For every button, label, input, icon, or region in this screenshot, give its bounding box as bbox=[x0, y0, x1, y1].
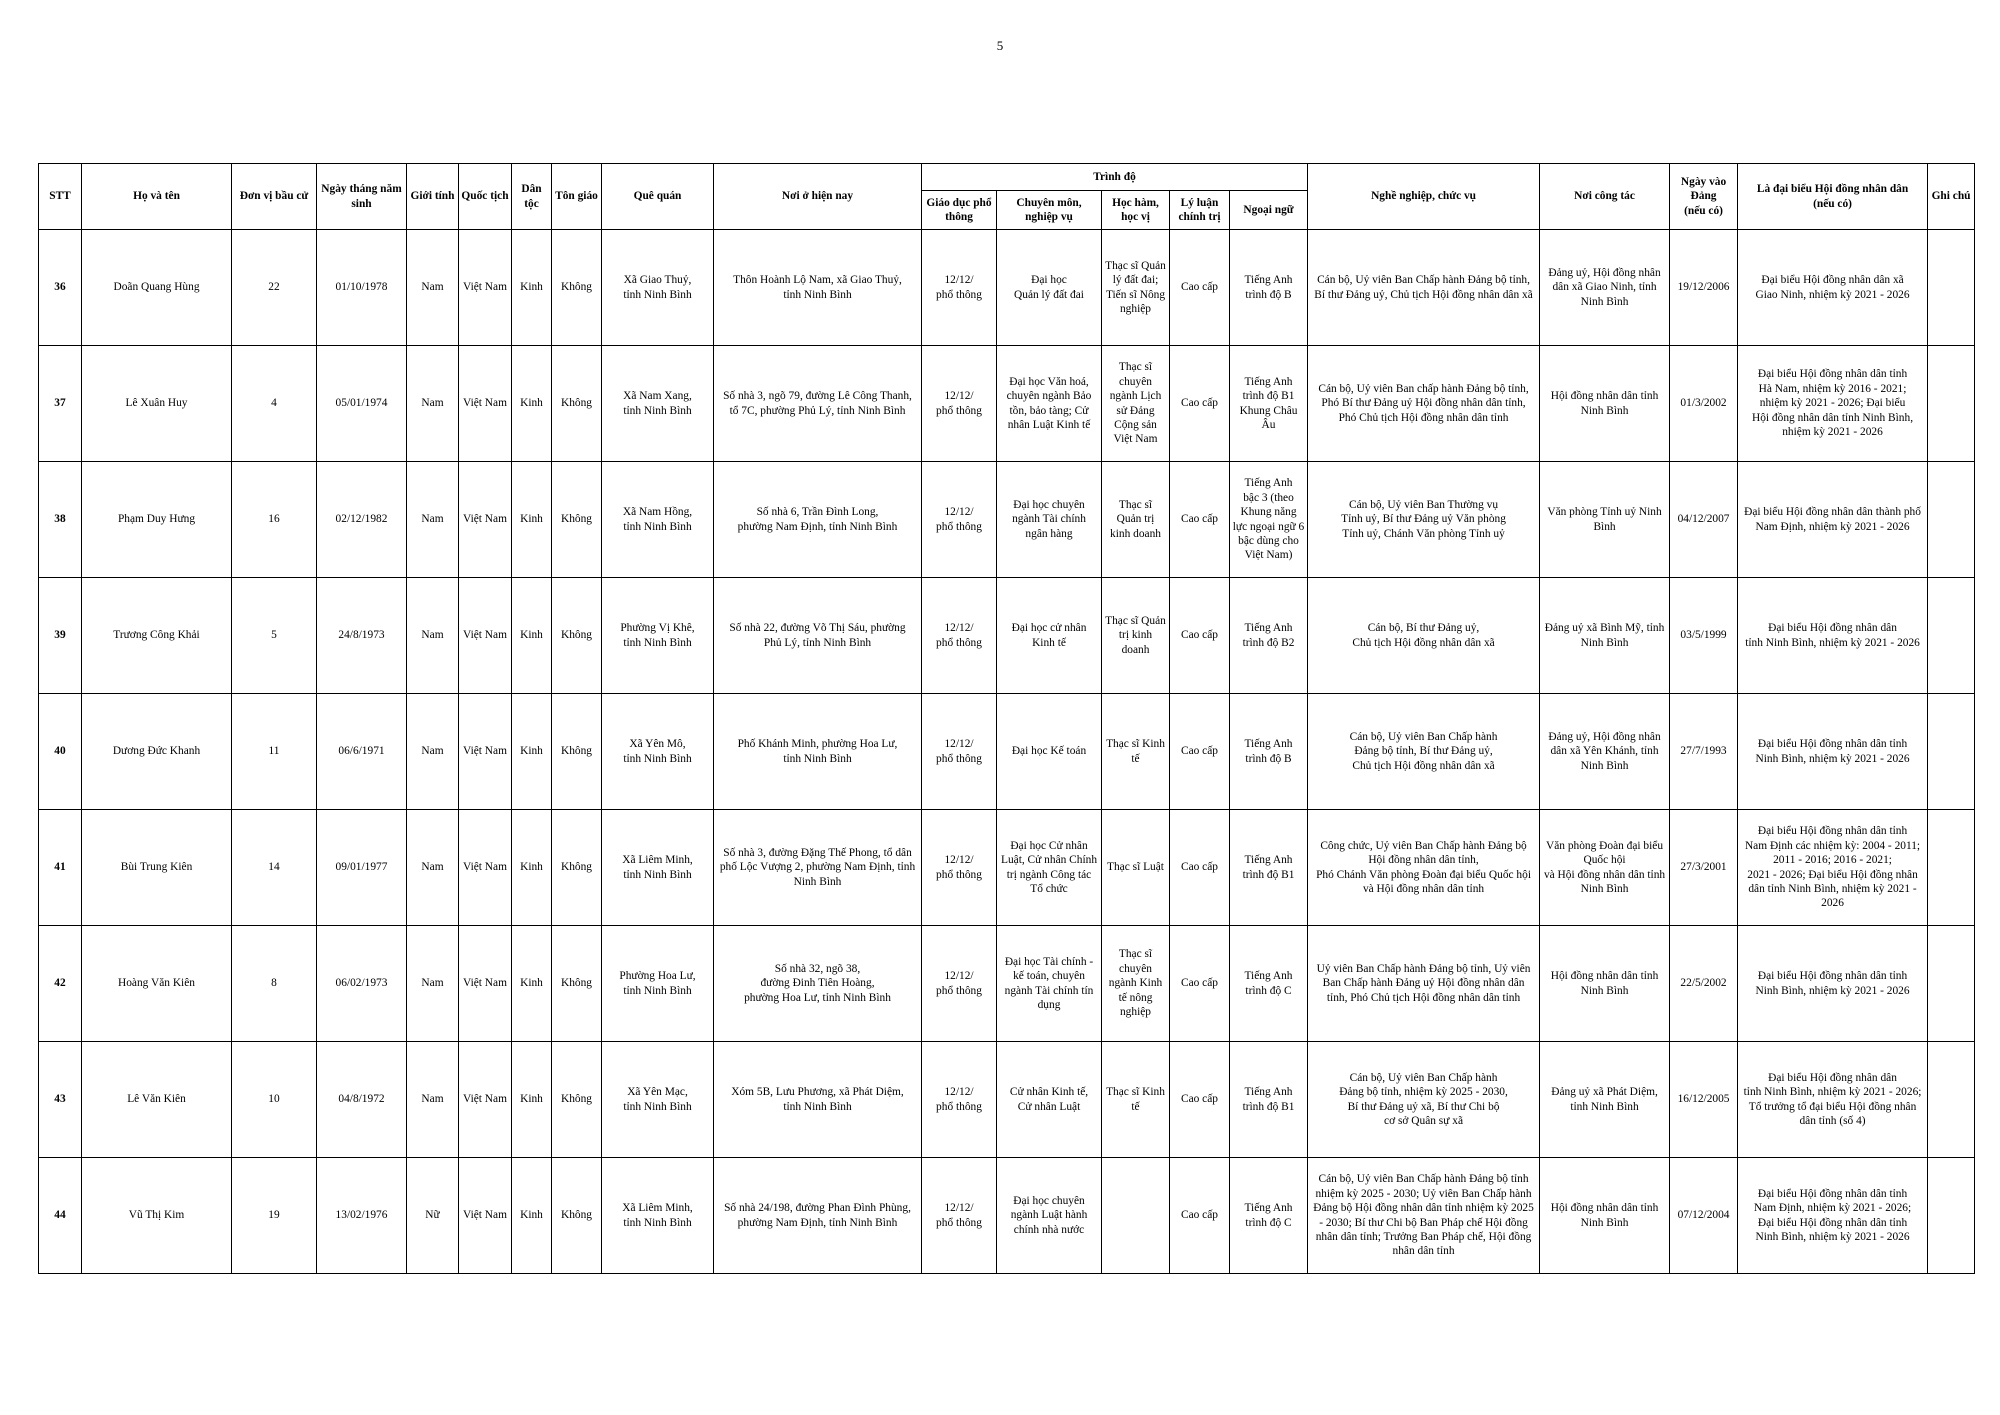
cell-residence: Số nhà 3, đường Đặng Thế Phong, tổ dân phố Lộc Vượng 2, phường Nam Định, tỉnh Ninh Bình bbox=[714, 810, 922, 926]
cell-occupation: Cán bộ, Uỷ viên Ban Thường vụ Tỉnh uỷ, Bí thư Đảng uỷ Văn phòng Tỉnh uỷ, Chánh Văn phòng Tỉnh uỷ bbox=[1308, 462, 1540, 578]
cell-religion: Không bbox=[552, 1042, 602, 1158]
header-hometown: Quê quán bbox=[602, 164, 714, 230]
cell-specialty: Đại học chuyên ngành Luật hành chính nhà nước bbox=[997, 1158, 1102, 1274]
cell-stt: 40 bbox=[39, 694, 82, 810]
cell-degree bbox=[1102, 1158, 1170, 1274]
cell-general-education: 12/12/ phổ thông bbox=[922, 926, 997, 1042]
cell-degree: Thạc sĩ Kinh tế bbox=[1102, 694, 1170, 810]
cell-name: Bùi Trung Kiên bbox=[82, 810, 232, 926]
cell-unit: 22 bbox=[232, 230, 317, 346]
cell-nationality: Việt Nam bbox=[459, 694, 512, 810]
cell-delegate: Đại biểu Hội đồng nhân dân tỉnh Ninh Bình, nhiệm kỳ 2021 - 2026 bbox=[1738, 578, 1928, 694]
header-party-date: Ngày vào Đảng (nếu có) bbox=[1670, 164, 1738, 230]
cell-ethnicity: Kinh bbox=[512, 346, 552, 462]
cell-nationality: Việt Nam bbox=[459, 926, 512, 1042]
cell-notes bbox=[1928, 1042, 1975, 1158]
cell-residence: Số nhà 24/198, đường Phan Đình Phùng, phường Nam Định, tỉnh Ninh Bình bbox=[714, 1158, 922, 1274]
header-general-education: Giáo dục phổ thông bbox=[922, 191, 997, 230]
cell-residence: Xóm 5B, Lưu Phương, xã Phát Diệm, tỉnh Ninh Bình bbox=[714, 1042, 922, 1158]
header-residence: Nơi ở hiện nay bbox=[714, 164, 922, 230]
cell-workplace: Văn phòng Đoàn đại biểu Quốc hội và Hội đồng nhân dân tỉnh Ninh Bình bbox=[1540, 810, 1670, 926]
cell-delegate: Đại biểu Hội đồng nhân dân tỉnh Nam Định các nhiệm kỳ: 2004 - 2011; 2011 - 2016; 2016 - 2021; 2021 - 2026; Đại biểu Hội đồng nhân dân tỉnh Ninh Bình, nhiệm kỳ 2021 - 2026 bbox=[1738, 810, 1928, 926]
cell-gender: Nam bbox=[407, 462, 459, 578]
cell-name: Lê Văn Kiên bbox=[82, 1042, 232, 1158]
cell-degree: Thạc sĩ Kinh tế bbox=[1102, 1042, 1170, 1158]
cell-general-education: 12/12/ phổ thông bbox=[922, 694, 997, 810]
cell-nationality: Việt Nam bbox=[459, 346, 512, 462]
cell-party-date: 07/12/2004 bbox=[1670, 1158, 1738, 1274]
cell-language: Tiếng Anh trình độ B1 Khung Châu Âu bbox=[1230, 346, 1308, 462]
cell-language: Tiếng Anh trình độ B1 bbox=[1230, 810, 1308, 926]
cell-dob: 24/8/1973 bbox=[317, 578, 407, 694]
cell-political: Cao cấp bbox=[1170, 578, 1230, 694]
header-language: Ngoại ngữ bbox=[1230, 191, 1308, 230]
cell-party-date: 27/7/1993 bbox=[1670, 694, 1738, 810]
cell-political: Cao cấp bbox=[1170, 230, 1230, 346]
cell-delegate: Đại biểu Hội đồng nhân dân tỉnh Ninh Bình, nhiệm kỳ 2021 - 2026; Tổ trưởng tổ đại biểu Hội đồng nhân dân tỉnh (số 4) bbox=[1738, 1042, 1928, 1158]
cell-party-date: 19/12/2006 bbox=[1670, 230, 1738, 346]
cell-unit: 19 bbox=[232, 1158, 317, 1274]
cell-name: Phạm Duy Hưng bbox=[82, 462, 232, 578]
cell-notes bbox=[1928, 578, 1975, 694]
header-name: Họ và tên bbox=[82, 164, 232, 230]
cell-language: Tiếng Anh trình độ B2 bbox=[1230, 578, 1308, 694]
cell-hometown: Phường Hoa Lư, tỉnh Ninh Bình bbox=[602, 926, 714, 1042]
cell-gender: Nam bbox=[407, 578, 459, 694]
cell-political: Cao cấp bbox=[1170, 694, 1230, 810]
cell-stt: 39 bbox=[39, 578, 82, 694]
cell-residence: Số nhà 22, đường Võ Thị Sáu, phường Phủ Lý, tỉnh Ninh Bình bbox=[714, 578, 922, 694]
cell-residence: Phố Khánh Minh, phường Hoa Lư, tỉnh Ninh Bình bbox=[714, 694, 922, 810]
cell-dob: 06/6/1971 bbox=[317, 694, 407, 810]
cell-specialty: Đại học Văn hoá, chuyên ngành Bảo tồn, bảo tàng; Cử nhân Luật Kinh tế bbox=[997, 346, 1102, 462]
cell-occupation: Cán bộ, Bí thư Đảng uỷ, Chủ tịch Hội đồng nhân dân xã bbox=[1308, 578, 1540, 694]
cell-specialty: Đại học Tài chính - kế toán, chuyên ngành Tài chính tín dụng bbox=[997, 926, 1102, 1042]
cell-unit: 10 bbox=[232, 1042, 317, 1158]
cell-hometown: Phường Vị Khê, tỉnh Ninh Bình bbox=[602, 578, 714, 694]
header-occupation: Nghề nghiệp, chức vụ bbox=[1308, 164, 1540, 230]
cell-hometown: Xã Yên Mạc, tỉnh Ninh Bình bbox=[602, 1042, 714, 1158]
cell-occupation: Cán bộ, Uỷ viên Ban chấp hành Đảng bộ tỉnh, Phó Bí thư Đảng uỷ Hội đồng nhân dân tỉnh, Phó Chủ tịch Hội đồng nhân dân tỉnh bbox=[1308, 346, 1540, 462]
cell-notes bbox=[1928, 1158, 1975, 1274]
cell-ethnicity: Kinh bbox=[512, 810, 552, 926]
cell-specialty: Cử nhân Kinh tế, Cử nhân Luật bbox=[997, 1042, 1102, 1158]
header-dob: Ngày tháng năm sinh bbox=[317, 164, 407, 230]
cell-unit: 4 bbox=[232, 346, 317, 462]
table-row bbox=[39, 230, 1975, 346]
cell-nationality: Việt Nam bbox=[459, 1158, 512, 1274]
cell-dob: 13/02/1976 bbox=[317, 1158, 407, 1274]
cell-dob: 05/01/1974 bbox=[317, 346, 407, 462]
cell-dob: 04/8/1972 bbox=[317, 1042, 407, 1158]
cell-political: Cao cấp bbox=[1170, 1042, 1230, 1158]
cell-dob: 09/01/1977 bbox=[317, 810, 407, 926]
cell-name: Hoàng Văn Kiên bbox=[82, 926, 232, 1042]
cell-delegate: Đại biểu Hội đồng nhân dân tỉnh Hà Nam, nhiệm kỳ 2016 - 2021; nhiệm kỳ 2021 - 2026; Đại biểu Hội đồng nhân dân tỉnh Ninh Bình, nhiệm kỳ 2021 - 2026 bbox=[1738, 346, 1928, 462]
cell-workplace: Đảng uỷ xã Bình Mỹ, tỉnh Ninh Bình bbox=[1540, 578, 1670, 694]
cell-stt: 37 bbox=[39, 346, 82, 462]
cell-specialty: Đại học cử nhân Kinh tế bbox=[997, 578, 1102, 694]
cell-workplace: Hội đồng nhân dân tỉnh Ninh Bình bbox=[1540, 1158, 1670, 1274]
cell-name: Dương Đức Khanh bbox=[82, 694, 232, 810]
cell-residence: Số nhà 32, ngõ 38, đường Đinh Tiên Hoàng, phường Hoa Lư, tỉnh Ninh Bình bbox=[714, 926, 922, 1042]
table-row bbox=[39, 926, 1975, 1042]
cell-specialty: Đại học Quản lý đất đai bbox=[997, 230, 1102, 346]
cell-language: Tiếng Anh trình độ C bbox=[1230, 1158, 1308, 1274]
cell-delegate: Đại biểu Hội đồng nhân dân tỉnh Ninh Bình, nhiệm kỳ 2021 - 2026 bbox=[1738, 926, 1928, 1042]
cell-party-date: 16/12/2005 bbox=[1670, 1042, 1738, 1158]
cell-gender: Nữ bbox=[407, 1158, 459, 1274]
cell-occupation: Cán bộ, Uỷ viên Ban Chấp hành Đảng bộ tỉnh, nhiệm kỳ 2025 - 2030, Bí thư Đảng uỷ xã, Bí thư Chi bộ cơ sở Quân sự xã bbox=[1308, 1042, 1540, 1158]
cell-ethnicity: Kinh bbox=[512, 462, 552, 578]
cell-specialty: Đại học Cử nhân Luật, Cử nhân Chính trị ngành Công tác Tổ chức bbox=[997, 810, 1102, 926]
cell-hometown: Xã Yên Mô, tỉnh Ninh Bình bbox=[602, 694, 714, 810]
cell-occupation: Cán bộ, Uỷ viên Ban Chấp hành Đảng bộ tỉnh nhiệm kỳ 2025 - 2030; Uỷ viên Ban Chấp hành Đảng bộ Hội đồng nhân dân tỉnh nhiệm kỳ 2025 - 2030; Bí thư Chi bộ Ban Pháp chế Hội đồng nhân dân tỉnh; Trưởng Ban Pháp chế, Hội đồng nhân dân tỉnh bbox=[1308, 1158, 1540, 1274]
cell-notes bbox=[1928, 926, 1975, 1042]
cell-general-education: 12/12/ phổ thông bbox=[922, 230, 997, 346]
cell-notes bbox=[1928, 694, 1975, 810]
cell-unit: 16 bbox=[232, 462, 317, 578]
cell-ethnicity: Kinh bbox=[512, 1158, 552, 1274]
cell-delegate: Đại biểu Hội đồng nhân dân tỉnh Nam Định, nhiệm kỳ 2021 - 2026; Đại biểu Hội đồng nhân dân tỉnh Ninh Bình, nhiệm kỳ 2021 - 2026 bbox=[1738, 1158, 1928, 1274]
cell-specialty: Đại học chuyên ngành Tài chính ngân hàng bbox=[997, 462, 1102, 578]
cell-dob: 06/02/1973 bbox=[317, 926, 407, 1042]
table-row bbox=[39, 1042, 1975, 1158]
cell-dob: 01/10/1978 bbox=[317, 230, 407, 346]
cell-residence: Thôn Hoành Lộ Nam, xã Giao Thuỷ, tỉnh Ninh Bình bbox=[714, 230, 922, 346]
cell-notes bbox=[1928, 230, 1975, 346]
cell-nationality: Việt Nam bbox=[459, 810, 512, 926]
header-specialty: Chuyên môn, nghiệp vụ bbox=[997, 191, 1102, 230]
cell-delegate: Đại biểu Hội đồng nhân dân xã Giao Ninh, nhiệm kỳ 2021 - 2026 bbox=[1738, 230, 1928, 346]
cell-nationality: Việt Nam bbox=[459, 462, 512, 578]
cell-hometown: Xã Nam Xang, tỉnh Ninh Bình bbox=[602, 346, 714, 462]
cell-hometown: Xã Nam Hồng, tỉnh Ninh Bình bbox=[602, 462, 714, 578]
cell-residence: Số nhà 6, Trần Đình Long, phường Nam Định, tỉnh Ninh Bình bbox=[714, 462, 922, 578]
cell-hometown: Xã Giao Thuỷ, tỉnh Ninh Bình bbox=[602, 230, 714, 346]
cell-name: Vũ Thị Kim bbox=[82, 1158, 232, 1274]
cell-degree: Thạc sĩ Quản lý đất đai; Tiến sĩ Nông nghiệp bbox=[1102, 230, 1170, 346]
header-row bbox=[39, 164, 1975, 191]
cell-political: Cao cấp bbox=[1170, 810, 1230, 926]
cell-political: Cao cấp bbox=[1170, 1158, 1230, 1274]
cell-general-education: 12/12/ phổ thông bbox=[922, 1042, 997, 1158]
cell-occupation: Cán bộ, Uỷ viên Ban Chấp hành Đảng bộ tỉnh, Bí thư Đảng uỷ, Chủ tịch Hội đồng nhân dân xã bbox=[1308, 694, 1540, 810]
cell-religion: Không bbox=[552, 578, 602, 694]
cell-notes bbox=[1928, 810, 1975, 926]
cell-name: Lê Xuân Huy bbox=[82, 346, 232, 462]
cell-political: Cao cấp bbox=[1170, 926, 1230, 1042]
cell-ethnicity: Kinh bbox=[512, 694, 552, 810]
cell-party-date: 27/3/2001 bbox=[1670, 810, 1738, 926]
cell-degree: Thạc sĩ Quản trị kinh doanh bbox=[1102, 578, 1170, 694]
header-political: Lý luận chính trị bbox=[1170, 191, 1230, 230]
cell-nationality: Việt Nam bbox=[459, 578, 512, 694]
cell-ethnicity: Kinh bbox=[512, 926, 552, 1042]
cell-party-date: 22/5/2002 bbox=[1670, 926, 1738, 1042]
cell-religion: Không bbox=[552, 1158, 602, 1274]
cell-delegate: Đại biểu Hội đồng nhân dân tỉnh Ninh Bình, nhiệm kỳ 2021 - 2026 bbox=[1738, 694, 1928, 810]
header-unit: Đơn vị bầu cử bbox=[232, 164, 317, 230]
cell-gender: Nam bbox=[407, 346, 459, 462]
header-stt: STT bbox=[39, 164, 82, 230]
cell-nationality: Việt Nam bbox=[459, 1042, 512, 1158]
cell-general-education: 12/12/ phổ thông bbox=[922, 578, 997, 694]
cell-name: Trương Công Khải bbox=[82, 578, 232, 694]
header-gender: Giới tính bbox=[407, 164, 459, 230]
cell-stt: 44 bbox=[39, 1158, 82, 1274]
table-row bbox=[39, 346, 1975, 462]
cell-occupation: Cán bộ, Uỷ viên Ban Chấp hành Đảng bộ tỉnh, Bí thư Đảng uỷ, Chủ tịch Hội đồng nhân dân xã bbox=[1308, 230, 1540, 346]
cell-religion: Không bbox=[552, 926, 602, 1042]
cell-general-education: 12/12/ phổ thông bbox=[922, 1158, 997, 1274]
header-workplace: Nơi công tác bbox=[1540, 164, 1670, 230]
cell-stt: 43 bbox=[39, 1042, 82, 1158]
cell-religion: Không bbox=[552, 462, 602, 578]
cell-stt: 38 bbox=[39, 462, 82, 578]
cell-ethnicity: Kinh bbox=[512, 578, 552, 694]
cell-language: Tiếng Anh bậc 3 (theo Khung năng lực ngoại ngữ 6 bậc dùng cho Việt Nam) bbox=[1230, 462, 1308, 578]
cell-religion: Không bbox=[552, 230, 602, 346]
cell-degree: Thạc sĩ Luật bbox=[1102, 810, 1170, 926]
page-number: 5 bbox=[996, 38, 1004, 53]
cell-notes bbox=[1928, 462, 1975, 578]
cell-workplace: Đảng uỷ, Hội đồng nhân dân xã Yên Khánh, tỉnh Ninh Bình bbox=[1540, 694, 1670, 810]
table-row bbox=[39, 1158, 1975, 1274]
cell-party-date: 01/3/2002 bbox=[1670, 346, 1738, 462]
cell-dob: 02/12/1982 bbox=[317, 462, 407, 578]
cell-religion: Không bbox=[552, 346, 602, 462]
cell-hometown: Xã Liêm Minh, tỉnh Ninh Bình bbox=[602, 810, 714, 926]
cell-unit: 5 bbox=[232, 578, 317, 694]
table-row bbox=[39, 462, 1975, 578]
cell-notes bbox=[1928, 346, 1975, 462]
cell-hometown: Xã Liêm Minh, tỉnh Ninh Bình bbox=[602, 1158, 714, 1274]
cell-workplace: Đảng uỷ, Hội đồng nhân dân xã Giao Ninh, tỉnh Ninh Bình bbox=[1540, 230, 1670, 346]
cell-stt: 42 bbox=[39, 926, 82, 1042]
cell-unit: 11 bbox=[232, 694, 317, 810]
header-religion: Tôn giáo bbox=[552, 164, 602, 230]
table-row bbox=[39, 578, 1975, 694]
cell-religion: Không bbox=[552, 694, 602, 810]
table-row bbox=[39, 810, 1975, 926]
cell-workplace: Đảng uỷ xã Phát Diệm, tỉnh Ninh Bình bbox=[1540, 1042, 1670, 1158]
cell-workplace: Hội đồng nhân dân tỉnh Ninh Bình bbox=[1540, 346, 1670, 462]
cell-residence: Số nhà 3, ngõ 79, đường Lê Công Thanh, tổ 7C, phường Phủ Lý, tỉnh Ninh Bình bbox=[714, 346, 922, 462]
candidate-table bbox=[38, 163, 1975, 1274]
cell-political: Cao cấp bbox=[1170, 346, 1230, 462]
cell-name: Doãn Quang Hùng bbox=[82, 230, 232, 346]
cell-religion: Không bbox=[552, 810, 602, 926]
cell-specialty: Đại học Kế toán bbox=[997, 694, 1102, 810]
cell-gender: Nam bbox=[407, 1042, 459, 1158]
cell-stt: 41 bbox=[39, 810, 82, 926]
cell-party-date: 03/5/1999 bbox=[1670, 578, 1738, 694]
cell-nationality: Việt Nam bbox=[459, 230, 512, 346]
cell-language: Tiếng Anh trình độ B bbox=[1230, 230, 1308, 346]
cell-language: Tiếng Anh trình độ C bbox=[1230, 926, 1308, 1042]
cell-stt: 36 bbox=[39, 230, 82, 346]
cell-delegate: Đại biểu Hội đồng nhân dân thành phố Nam Định, nhiệm kỳ 2021 - 2026 bbox=[1738, 462, 1928, 578]
header-qualification-group: Trình độ bbox=[922, 164, 1308, 191]
cell-occupation: Công chức, Uỷ viên Ban Chấp hành Đảng bộ Hội đồng nhân dân tỉnh, Phó Chánh Văn phòng Đoàn đại biểu Quốc hội và Hội đồng nhân dân tỉnh bbox=[1308, 810, 1540, 926]
cell-language: Tiếng Anh trình độ B bbox=[1230, 694, 1308, 810]
cell-occupation: Uỷ viên Ban Chấp hành Đảng bộ tỉnh, Uỷ viên Ban Chấp hành Đảng uỷ Hội đồng nhân dân tỉnh, Phó Chủ tịch Hội đồng nhân dân tỉnh bbox=[1308, 926, 1540, 1042]
cell-degree: Thạc sĩ chuyên ngành Kinh tế nông nghiệp bbox=[1102, 926, 1170, 1042]
cell-party-date: 04/12/2007 bbox=[1670, 462, 1738, 578]
cell-gender: Nam bbox=[407, 230, 459, 346]
cell-gender: Nam bbox=[407, 926, 459, 1042]
cell-general-education: 12/12/ phổ thông bbox=[922, 346, 997, 462]
cell-gender: Nam bbox=[407, 694, 459, 810]
cell-political: Cao cấp bbox=[1170, 462, 1230, 578]
cell-unit: 8 bbox=[232, 926, 317, 1042]
cell-ethnicity: Kinh bbox=[512, 230, 552, 346]
cell-general-education: 12/12/ phổ thông bbox=[922, 810, 997, 926]
cell-gender: Nam bbox=[407, 810, 459, 926]
table-row bbox=[39, 694, 1975, 810]
header-notes: Ghi chú bbox=[1928, 164, 1975, 230]
cell-language: Tiếng Anh trình độ B1 bbox=[1230, 1042, 1308, 1158]
header-delegate: Là đại biểu Hội đồng nhân dân (nếu có) bbox=[1738, 164, 1928, 230]
cell-degree: Thạc sĩ Quản trị kinh doanh bbox=[1102, 462, 1170, 578]
cell-general-education: 12/12/ phổ thông bbox=[922, 462, 997, 578]
cell-degree: Thạc sĩ chuyên ngành Lịch sử Đảng Cộng sản Việt Nam bbox=[1102, 346, 1170, 462]
header-degree: Học hàm, học vị bbox=[1102, 191, 1170, 230]
header-nationality: Quốc tịch bbox=[459, 164, 512, 230]
cell-workplace: Hội đồng nhân dân tỉnh Ninh Bình bbox=[1540, 926, 1670, 1042]
cell-workplace: Văn phòng Tỉnh uỷ Ninh Bình bbox=[1540, 462, 1670, 578]
cell-unit: 14 bbox=[232, 810, 317, 926]
header-ethnicity: Dân tộc bbox=[512, 164, 552, 230]
cell-ethnicity: Kinh bbox=[512, 1042, 552, 1158]
